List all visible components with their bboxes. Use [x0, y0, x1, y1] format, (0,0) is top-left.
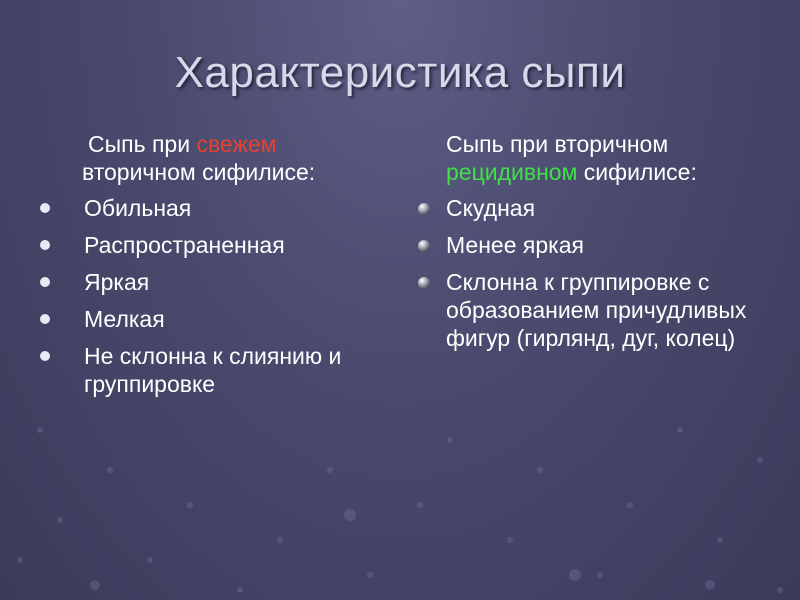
right-column	[418, 130, 778, 361]
bullet-disc-icon	[40, 240, 50, 250]
bullet-disc-icon	[40, 351, 50, 361]
left-heading-pre: Сыпь при	[88, 131, 197, 157]
bullet-sphere-icon	[418, 203, 430, 215]
slide-title: Характеристика сыпи	[174, 48, 626, 97]
list-item: Мелкая	[38, 305, 378, 333]
list-item: Обильная	[38, 194, 378, 222]
left-column	[38, 130, 378, 407]
left-heading-post: вторичном сифилисе:	[82, 159, 316, 185]
right-heading	[418, 130, 778, 186]
list-item: Не склонна к слиянию и группировке	[38, 342, 378, 398]
left-bullet-list	[38, 194, 378, 398]
right-bullet-list	[418, 194, 778, 352]
list-item: Яркая	[38, 268, 378, 296]
bullet-sphere-icon	[418, 240, 430, 252]
list-item: Склонна к группировке с образованием причудливых фигур (гирлянд, дуг, колец)	[418, 268, 778, 352]
bullet-sphere-icon	[418, 277, 430, 289]
list-item: Скудная	[418, 194, 778, 222]
bullet-disc-icon	[40, 203, 50, 213]
right-heading-pre: Сыпь при вторичном	[446, 131, 669, 157]
right-heading-highlight: рецидивном	[446, 159, 578, 185]
list-item: Распространенная	[38, 231, 378, 259]
list-item: Менее яркая	[418, 231, 778, 259]
bullet-disc-icon	[40, 314, 50, 324]
right-heading-post: сифилисе:	[577, 159, 697, 185]
left-heading	[38, 130, 378, 186]
bullet-disc-icon	[40, 277, 50, 287]
left-heading-highlight: свежем	[196, 131, 277, 157]
